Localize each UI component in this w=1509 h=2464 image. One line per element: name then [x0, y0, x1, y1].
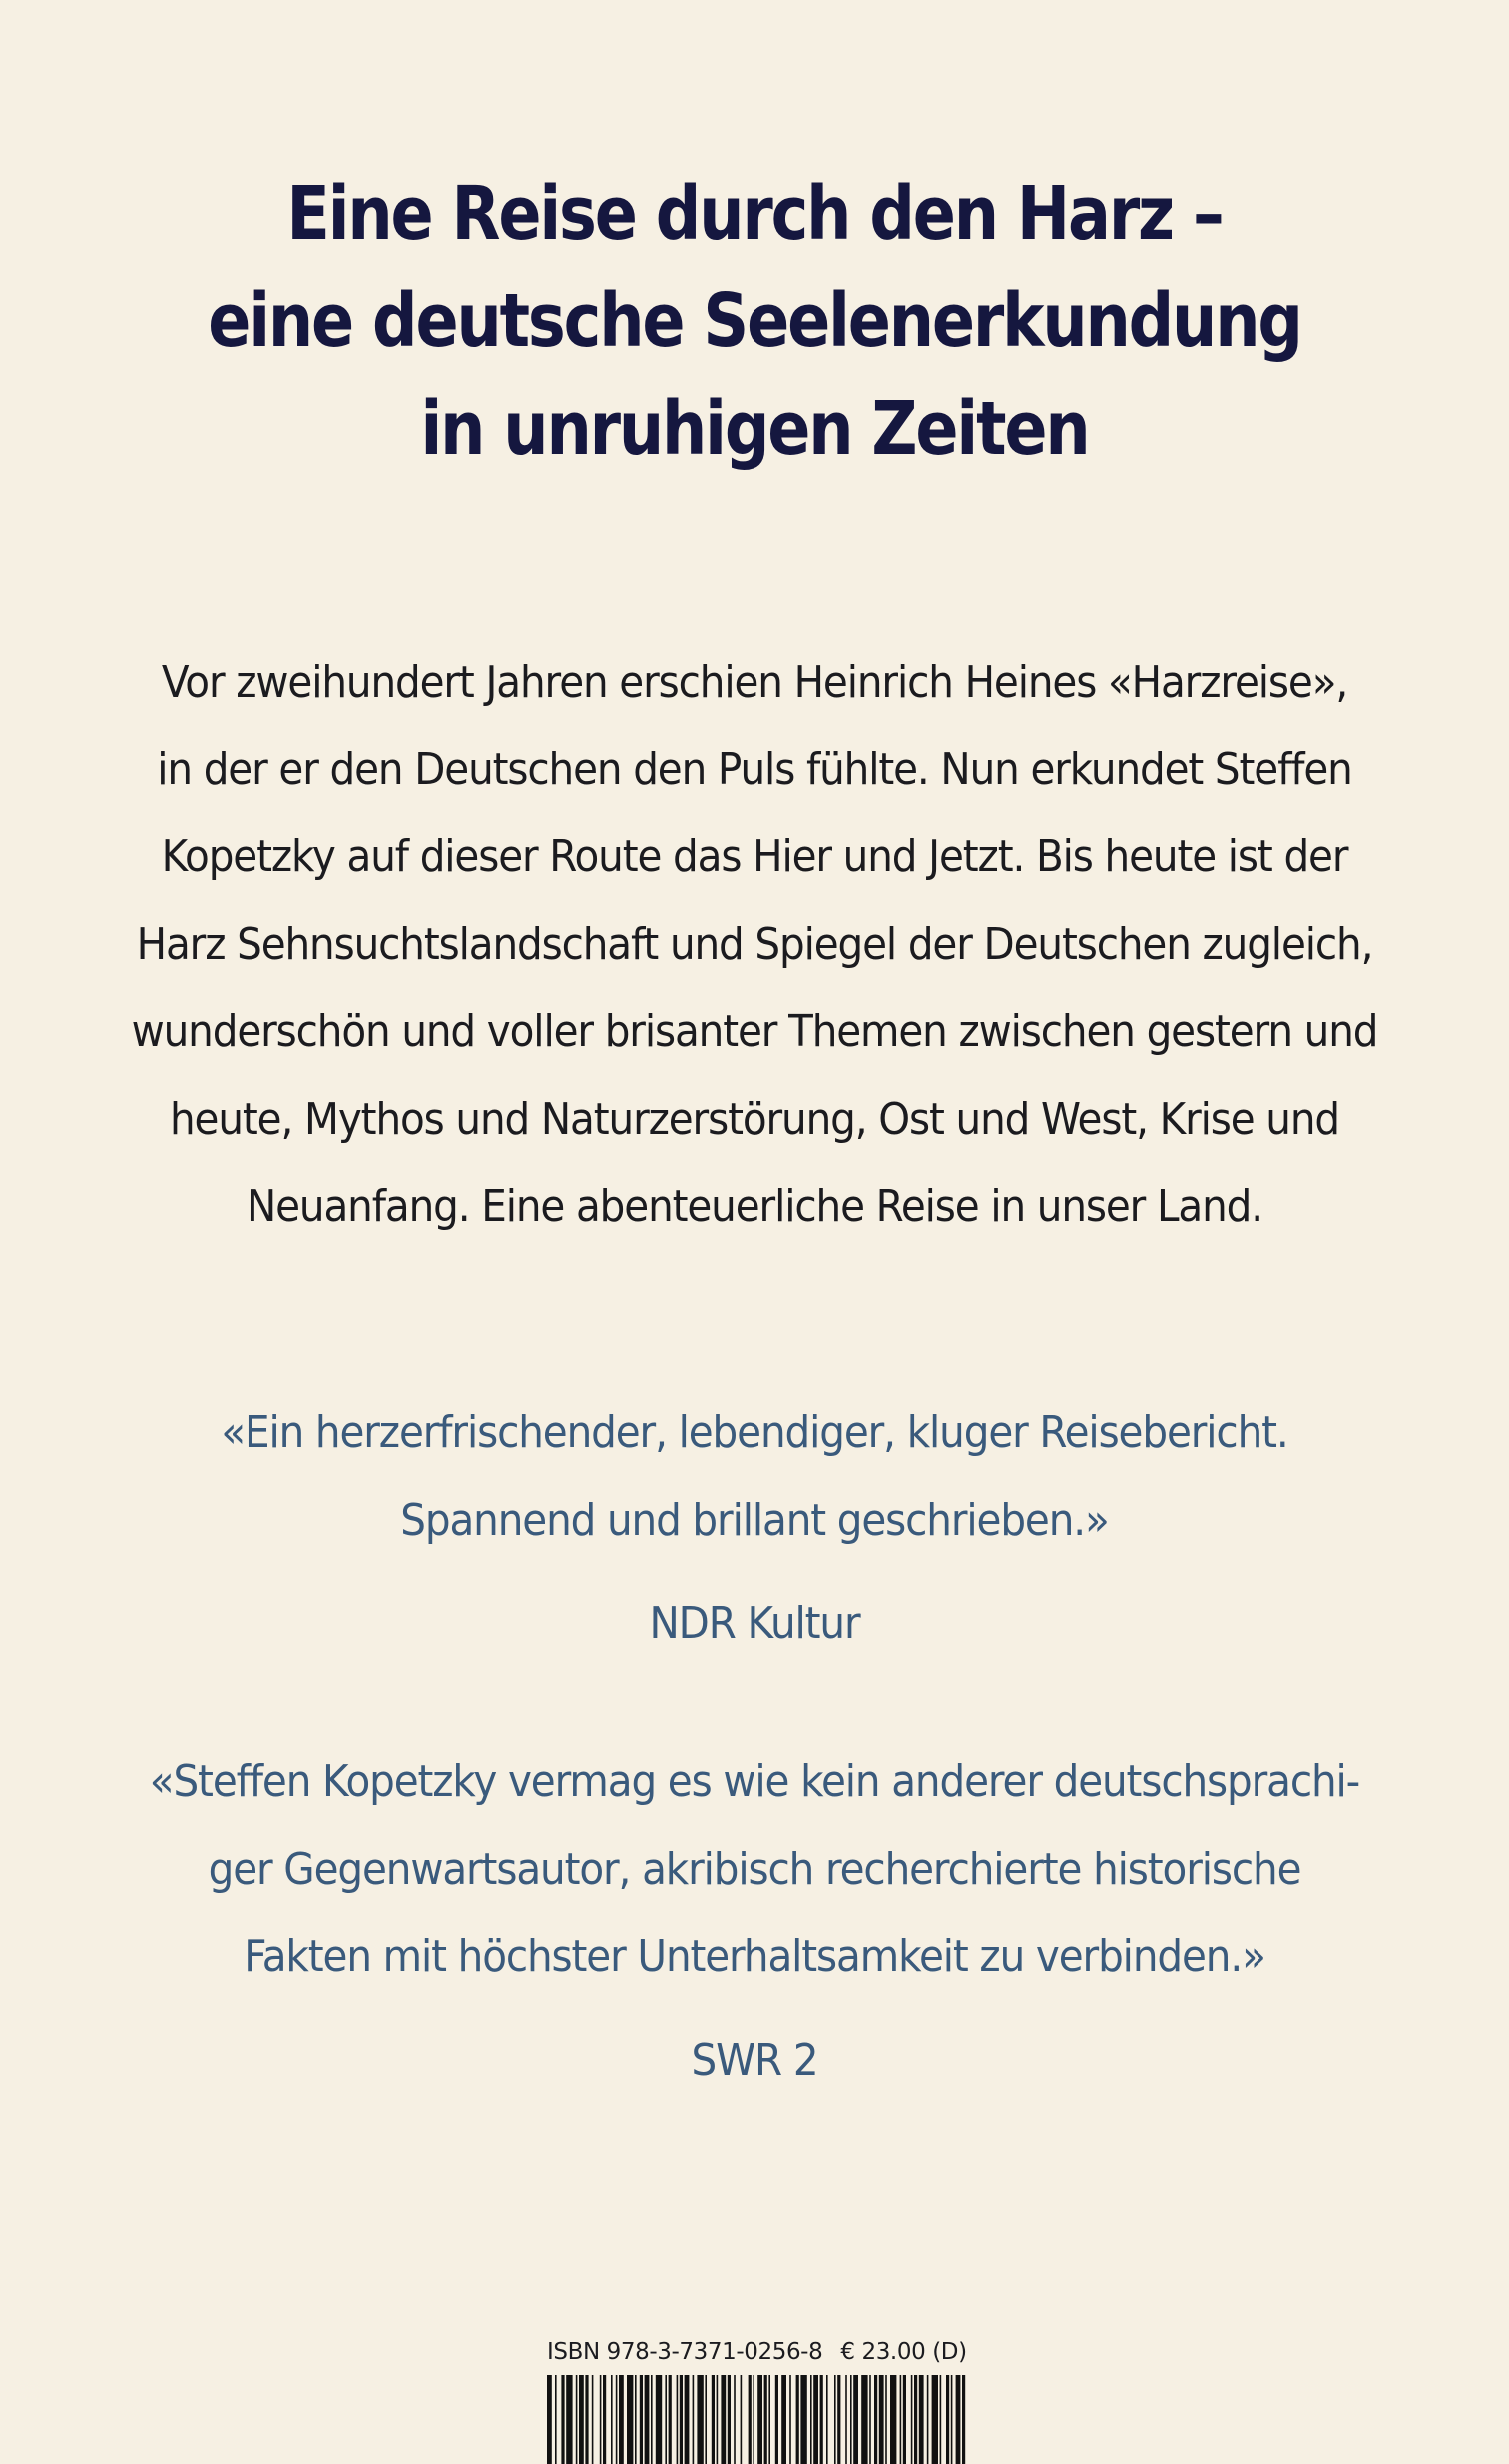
- barcode-bar: [956, 2375, 961, 2464]
- quote-line: ger Gegenwartsautor, akribisch recherchierte historische: [208, 1843, 1301, 1895]
- blurb-line: wunderschön und voller brisanter Themen zwischen gestern und: [131, 1006, 1378, 1057]
- quote-line: «Ein herzerfrischender, lebendiger, kluger Reisebericht.: [221, 1407, 1288, 1458]
- barcode-bar: [677, 2375, 679, 2464]
- isbn-price-line: [547, 2339, 966, 2365]
- barcode-bar: [890, 2375, 896, 2464]
- barcode-bar: [555, 2375, 557, 2464]
- barcode-bar: [932, 2375, 938, 2464]
- barcode-bar: [645, 2375, 650, 2464]
- quote-line: «Steffen Kopetzky vermag es wie kein anderer deutschsprachi-: [149, 1756, 1360, 1807]
- barcode-bar: [853, 2375, 858, 2464]
- price-label: € 23.00 (D): [840, 2339, 967, 2365]
- blurb-line: Kopetzky auf dieser Route das Hier und Jetzt. Bis heute ist der: [161, 831, 1348, 882]
- quote-line: Spannend und brillant geschrieben.»: [400, 1494, 1109, 1546]
- barcode-bar: [764, 2375, 767, 2464]
- barcode-bar: [834, 2375, 836, 2464]
- barcode-bar: [885, 2375, 887, 2464]
- barcode-bar: [861, 2375, 867, 2464]
- barcode-bar: [911, 2375, 913, 2464]
- barcode-bar: [619, 2375, 624, 2464]
- barcode-bar: [850, 2375, 852, 2464]
- barcode-bar: [721, 2375, 726, 2464]
- barcode-bar: [741, 2375, 743, 2464]
- barcode-bar: [749, 2375, 752, 2464]
- headline: [106, 160, 1403, 483]
- blurb-paragraph: [60, 639, 1448, 1250]
- barcode-bar: [576, 2375, 578, 2464]
- barcode-bar: [837, 2375, 840, 2464]
- quote-source: NDR Kultur: [649, 1598, 860, 1649]
- barcode-bar: [685, 2375, 690, 2464]
- barcode-bar: [796, 2375, 799, 2464]
- barcode-bar: [813, 2375, 818, 2464]
- barcode-bar: [879, 2375, 884, 2464]
- barcode-bar: [656, 2375, 662, 2464]
- barcode-bar: [775, 2375, 778, 2464]
- barcode-bar: [820, 2375, 823, 2464]
- barcode-bar: [693, 2375, 695, 2464]
- barcode-icon: [547, 2375, 966, 2464]
- barcode-bar: [810, 2375, 812, 2464]
- barcode-bar: [951, 2375, 953, 2464]
- barcode-bar: [768, 2375, 770, 2464]
- barcode-bar: [611, 2375, 613, 2464]
- review-quote-ndr: [60, 1389, 1448, 1668]
- quote-source: SWR 2: [691, 2034, 818, 2086]
- blurb-line: heute, Mythos und Naturzerstörung, Ost und West, Krise und: [170, 1093, 1339, 1145]
- barcode-bar: [734, 2375, 736, 2464]
- barcode-bar: [600, 2375, 602, 2464]
- barcode-bar: [728, 2375, 731, 2464]
- barcode-bar: [869, 2375, 871, 2464]
- barcode-bar: [946, 2375, 949, 2464]
- barcode-bar: [914, 2375, 917, 2464]
- headline-line: in unruhigen Zeiten: [420, 386, 1089, 472]
- barcode-bar: [900, 2375, 902, 2464]
- barcode-bar: [603, 2375, 606, 2464]
- blurb-line: Neuanfang. Eine abenteuerliche Reise in unser Land.: [246, 1181, 1263, 1232]
- isbn-number: ISBN 978-3-7371-0256-8: [547, 2339, 823, 2365]
- barcode-bar: [669, 2375, 672, 2464]
- barcode-bar: [753, 2375, 754, 2464]
- barcode-bar: [781, 2375, 786, 2464]
- barcode-bar: [789, 2375, 791, 2464]
- barcode-bar: [561, 2375, 564, 2464]
- barcode-bar: [903, 2375, 906, 2464]
- barcode-bar: [665, 2375, 667, 2464]
- barcode-bar: [635, 2375, 637, 2464]
- barcode-graphic: [547, 2375, 966, 2464]
- headline-line: Eine Reise durch den Harz –: [286, 171, 1223, 256]
- barcode-bar: [717, 2375, 719, 2464]
- barcode-bar: [826, 2375, 828, 2464]
- barcode-bar: [962, 2375, 965, 2464]
- blurb-line: Vor zweihundert Jahren erschien Heinrich Heines «Harzreise»,: [161, 657, 1348, 708]
- barcode-bar: [585, 2375, 588, 2464]
- barcode-bar: [547, 2375, 552, 2464]
- barcode-bar: [680, 2375, 683, 2464]
- barcode-bar: [616, 2375, 618, 2464]
- barcode-bar: [592, 2375, 594, 2464]
- headline-line: eine deutsche Seelenerkundung: [208, 278, 1301, 364]
- blurb-line: Harz Sehnsuchtslandschaft und Spiegel der Deutschen zugleich,: [136, 918, 1373, 970]
- barcode-bar: [919, 2375, 924, 2464]
- barcode-bar: [874, 2375, 877, 2464]
- barcode-bar: [697, 2375, 703, 2464]
- barcode-bar: [579, 2375, 584, 2464]
- barcode-bar: [845, 2375, 847, 2464]
- barcode-bar: [566, 2375, 572, 2464]
- barcode-bar: [800, 2375, 806, 2464]
- barcode-bar: [640, 2375, 643, 2464]
- review-quote-swr: [60, 1738, 1448, 2104]
- barcode-bar: [705, 2375, 707, 2464]
- quote-line: Fakten mit höchster Unterhaltsamkeit zu verbinden.»: [244, 1931, 1265, 1982]
- blurb-line: in der er den Deutschen den Puls fühlte. Nun erkundet Steffen: [157, 743, 1352, 795]
- barcode-bar: [712, 2375, 715, 2464]
- barcode-bar: [757, 2375, 762, 2464]
- barcode-bar: [927, 2375, 929, 2464]
- barcode-bar: [940, 2375, 942, 2464]
- barcode-bar: [627, 2375, 633, 2464]
- barcode-bar: [651, 2375, 653, 2464]
